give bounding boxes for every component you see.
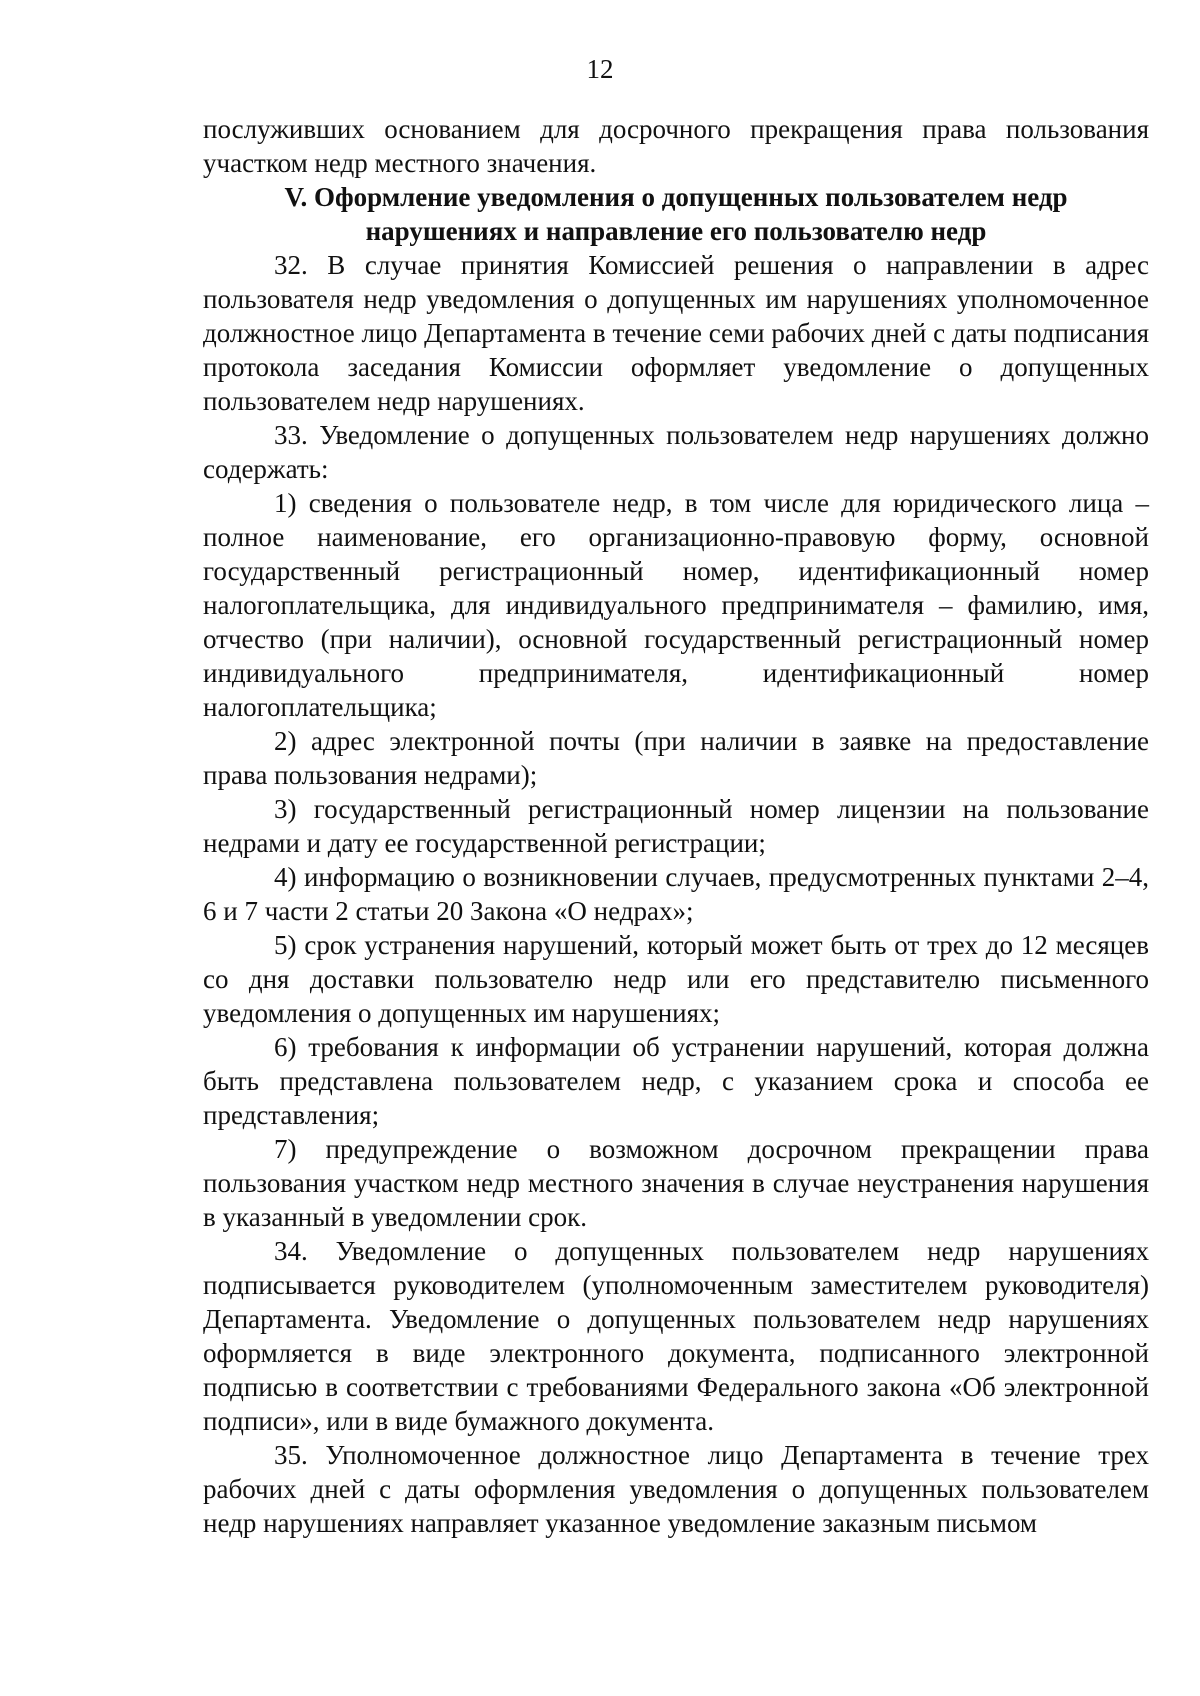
list-item-1: 1) сведения о пользователе недр, в том числе для юридического лица – полное наименование, его организационно-правовую форму, основной государственный регистрационный номер, идентификационный номер налогоплательщика, для индивидуального предпринимателя – фамилию, имя, отчество (при наличии), основной государственный регистрационный номер индивидуального предпринимателя, идентификационный номер налогоплательщика;	[203, 488, 1149, 722]
list-item-4: 4) информацию о возникновении случаев, предусмотренных пунктами 2–4, 6 и 7 части 2 статьи 20 Закона «О недрах»;	[203, 862, 1149, 926]
document-body	[203, 112, 1149, 1540]
paragraph-35: 35. Уполномоченное должностное лицо Департамента в течение трех рабочих дней с даты оформления уведомления о допущенных пользователем недр нарушениях направляет указанное уведомление заказным письмом	[203, 1440, 1149, 1538]
paragraph-32: 32. В случае принятия Комиссией решения о направлении в адрес пользователя недр уведомления о допущенных им нарушениях уполномоченное должностное лицо Департамента в течение семи рабочих дней с даты подписания протокола заседания Комиссии оформляет уведомление о допущенных пользователем недр нарушениях.	[203, 250, 1149, 416]
page-number: 12	[586, 54, 614, 84]
paragraph-33: 33. Уведомление о допущенных пользователем недр нарушениях должно содержать:	[203, 420, 1149, 484]
intro-paragraph: послуживших основанием для досрочного прекращения права пользования участком недр местного значения.	[203, 114, 1149, 178]
list-item-6: 6) требования к информации об устранении нарушений, которая должна быть представлена пользователем недр, с указанием срока и способа ее представления;	[203, 1032, 1149, 1130]
list-item-2: 2) адрес электронной почты (при наличии в заявке на предоставление права пользования недрами);	[203, 726, 1149, 790]
list-item-7: 7) предупреждение о возможном досрочном прекращении права пользования участком недр местного значения в случае неустранения нарушения в указанный в уведомлении срок.	[203, 1134, 1149, 1232]
list-item-5: 5) срок устранения нарушений, который может быть от трех до 12 месяцев со дня доставки пользователю недр или его представителю письменного уведомления о допущенных им нарушениях;	[203, 930, 1149, 1028]
section-heading: V. Оформление уведомления о допущенных пользователем недр нарушениях и направление его пользователю недр	[284, 182, 1068, 246]
paragraph-34: 34. Уведомление о допущенных пользователем недр нарушениях подписывается руководителем (уполномоченным заместителем руководителя) Департамента. Уведомление о допущенных пользователем недр нарушениях оформляется в виде электронного документа, подписанного электронной подписью в соответствии с требованиями Федерального закона «Об электронной подписи», или в виде бумажного документа.	[203, 1236, 1149, 1436]
list-item-3: 3) государственный регистрационный номер лицензии на пользование недрами и дату ее государственной регистрации;	[203, 794, 1149, 858]
